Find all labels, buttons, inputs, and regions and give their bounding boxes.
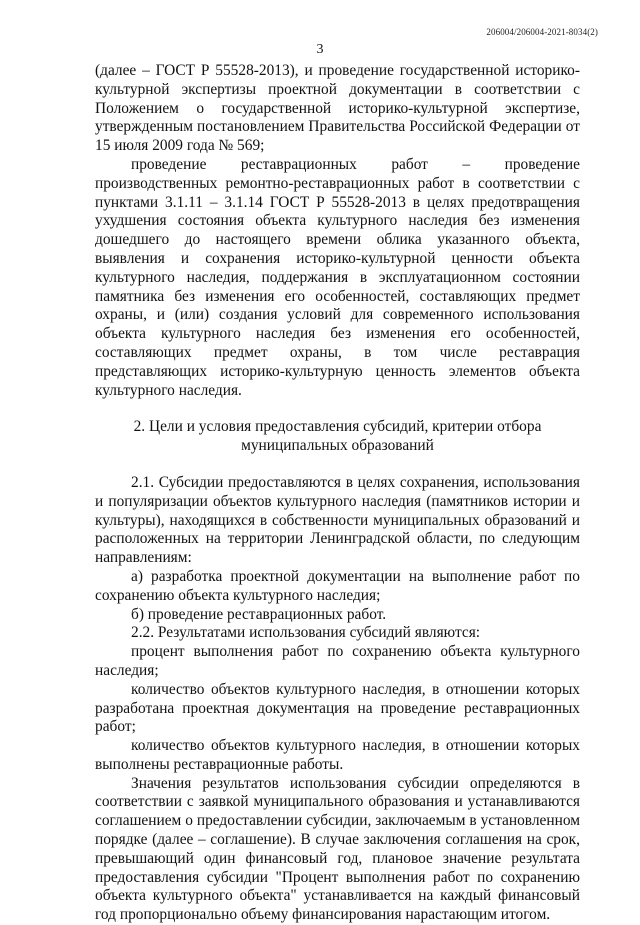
document-body [95,62,580,925]
page-number: 3 [316,42,324,57]
section-heading: 2. Цели и условия предоставления субсидий, критерии отбора муниципальных образований [133,418,542,455]
paragraph: 2.1. Субсидии предоставляются в целях сохранения, использования и популяризации объектов культурного наследия (памятников истории и культуры), находящихся в собственности муниципальных образований и расположенных на территории Ленинградской области, по следующим направлениям: [95,473,580,567]
paragraph: а) разработка проектной документации на выполнение работ по сохранению объекта культурного наследия; [95,567,580,604]
paragraph: (далее – ГОСТ Р 55528-2013), и проведение государственной историко-культурной экспертизы проектной документации в соответствии с Положением о государственной историко-культурной экспертизе, утвержденным постановлением Правительства Российской Федерации от 15 июля 2009 года № 569; [95,62,580,155]
document-id: 206004/206004-2021-8034(2) [486,27,598,37]
paragraph: проведение реставрационных работ – проведение производственных ремонтно-реставрационных работ в соответствии с пунктами 3.1.11 – 3.1.14 ГОСТ Р 55528-2013 в целях предотвращения ухудшения состояния объекта культурного наследия без изменения дошедшего до настоящего времени облика указанного объекта, выявления и сохранения историко-культурной ценности объекта культурного наследия, поддержания в эксплуатационном состоянии памятника без изменения его особенностей, составляющих предмет охраны, и (или) создания условий для современного использования объекта культурного наследия без изменения его особенностей, составляющих предмет охраны, в том числе реставрация представляющих историко-культурную ценность элементов объекта культурного наследия. [95,155,580,399]
paragraph: б) проведение реставрационных работ. [131,605,387,623]
paragraph: Значения результатов использования субсидии определяются в соответствии с заявкой муниципального образования и устанавливаются соглашением о предоставлении субсидии, заключаемым в установленном порядке (далее – соглашение). В случае заключения соглашения на срок, превышающий один финансовый год, плановое значение результата предоставления субсидии "Процент выполнения работ по сохранению объекта культурного объекта" устанавливается на каждый финансовый год пропорционально объему финансирования нарастающим итогом. [95,774,580,924]
paragraph: количество объектов культурного наследия, в отношении которых выполнены реставрационные работы. [95,737,580,773]
paragraph: 2.2. Результатами использования субсидий являются: [131,624,481,642]
paragraph: процент выполнения работ по сохранению объекта культурного наследия; [95,643,580,679]
paragraph: количество объектов культурного наследия, в отношении которых разработана проектная документация на проведение реставрационных работ; [95,680,580,736]
